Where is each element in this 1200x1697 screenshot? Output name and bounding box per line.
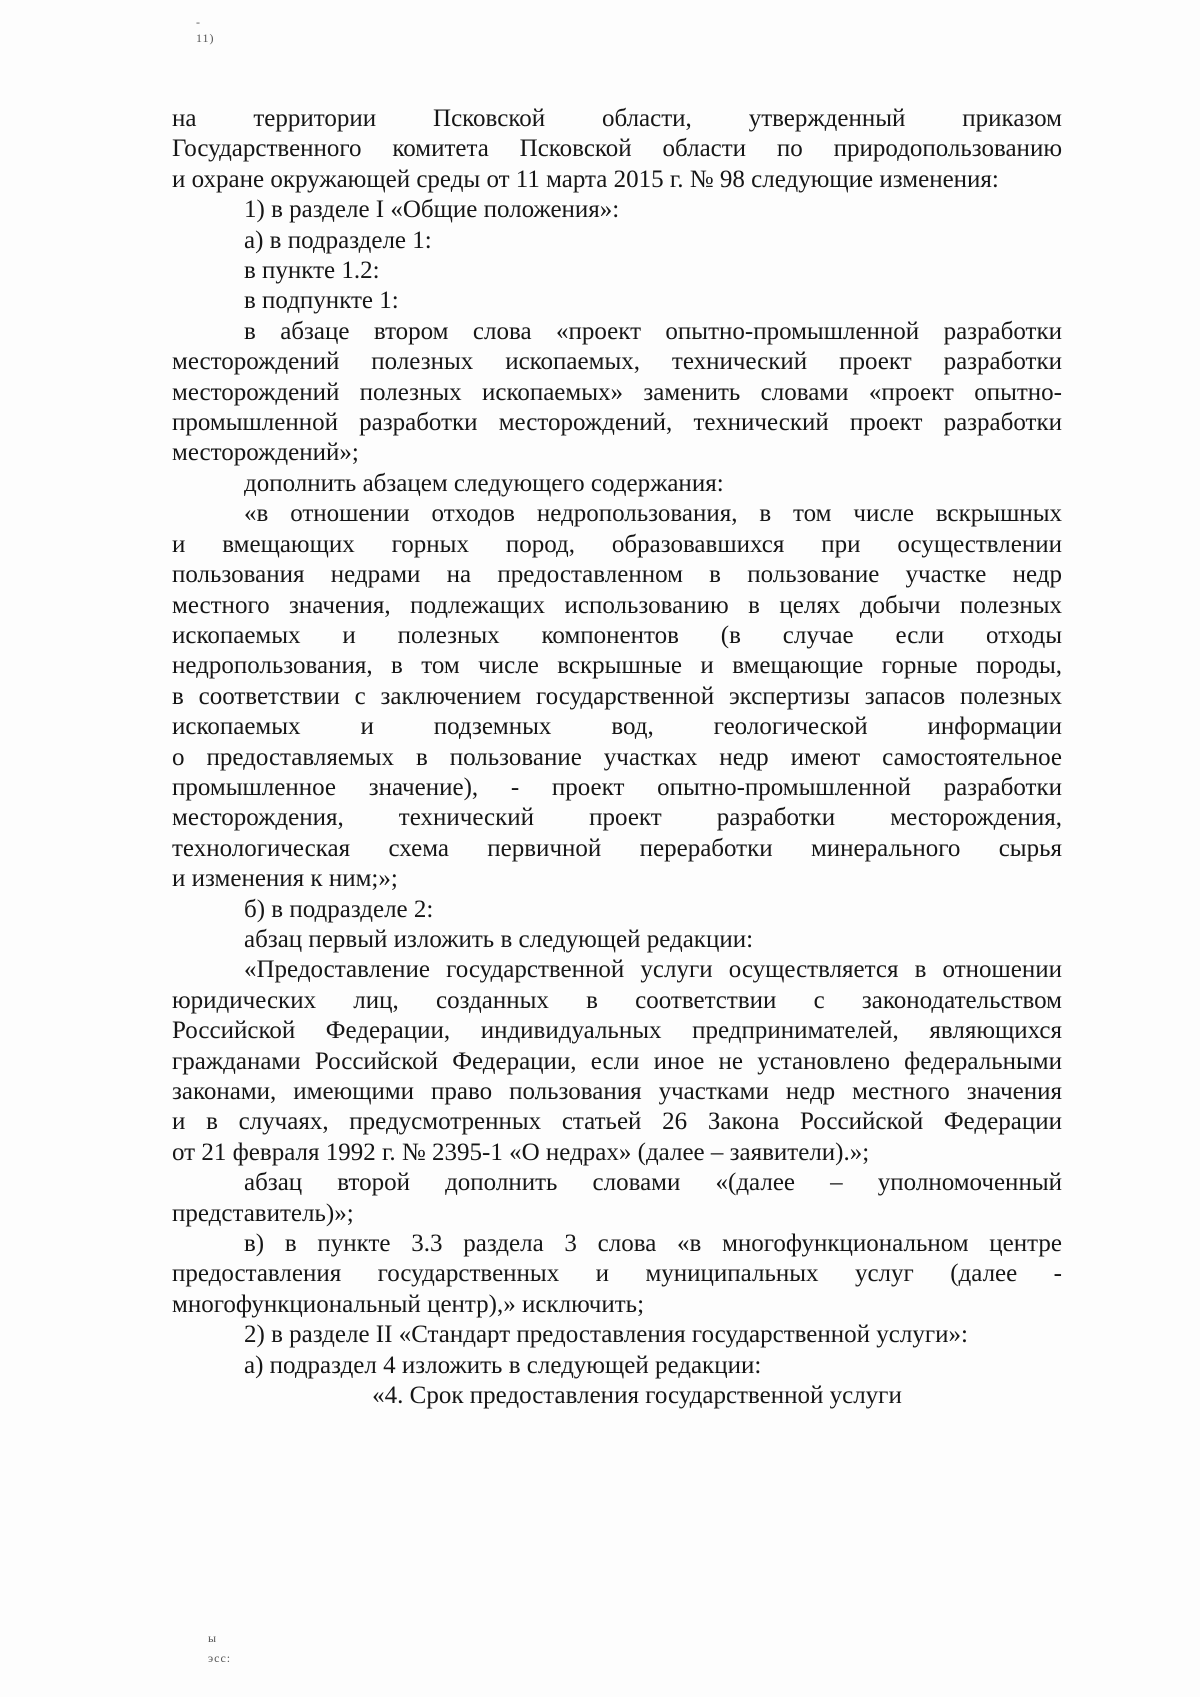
paragraph-line: предоставления государственных и муниципальных услуг (далее - (172, 1260, 1062, 1288)
paragraph-line: технологическая схема первичной переработки минерального сырья (172, 834, 1062, 862)
paragraph-line: на территории Псковской области, утвержденный приказом (172, 105, 1062, 132)
paragraph-item: 2) в разделе II «Стандарт предоставления государственной услуги»: (244, 1321, 968, 1349)
paragraph-line: юридических лиц, созданных в соответствии с законодательством (172, 986, 1062, 1014)
paragraph-line: представитель)»; (172, 1199, 354, 1227)
section-heading: «4. Срок предоставления государственной услуги (372, 1382, 902, 1410)
scan-mark-top-line2: 11) (196, 31, 215, 45)
paragraph-line: Государственного комитета Псковской области по природопользованию (172, 135, 1062, 163)
paragraph-line: в абзаце втором слова «проект опытно-промышленной разработки (244, 317, 1062, 345)
paragraph-line: ископаемых и подземных вод, геологической информации (172, 713, 1062, 741)
paragraph-item: а) в подразделе 1: (244, 226, 432, 254)
paragraph-item: в подпункте 1: (244, 287, 399, 315)
paragraph-line: и охране окружающей среды от 11 марта 2015 г. № 98 следующие изменения: (172, 165, 999, 193)
paragraph-item: а) подраздел 4 изложить в следующей редакции: (244, 1351, 762, 1379)
paragraph-line: от 21 февраля 1992 г. № 2395-1 «О недрах» (далее – заявители).»; (172, 1138, 870, 1166)
paragraph-line: и изменения к ним;»; (172, 865, 398, 893)
paragraph-line: многофункциональный центр),» исключить; (172, 1290, 645, 1318)
paragraph-item: б) в подразделе 2: (244, 895, 434, 923)
paragraph-line: в соответствии с заключением государственной экспертизы запасов полезных (172, 682, 1062, 710)
scan-mark-top-line1: - (196, 15, 201, 29)
paragraph-line: месторождения, технический проект разработки месторождения, (172, 804, 1062, 832)
paragraph-line: месторождений»; (172, 439, 359, 467)
paragraph-item: абзац первый изложить в следующей редакции: (244, 925, 754, 953)
paragraph-line: абзац второй дополнить словами «(далее – уполномоченный (244, 1169, 1062, 1197)
paragraph-line: «Предоставление государственной услуги осуществляется в отношении (244, 956, 1062, 984)
paragraph-line: недропользования, в том числе вскрышные и вмещающие горные породы, (172, 652, 1062, 680)
paragraph-line: законами, имеющими право пользования участками недр местного значения (172, 1078, 1062, 1105)
scan-mark-bottom (208, 1628, 231, 1668)
scan-mark-bottom-line1: ы (208, 1631, 218, 1645)
paragraph-item: 1) в разделе I «Общие положения»: (244, 196, 620, 224)
paragraph-item: дополнить абзацем следующего содержания: (244, 469, 724, 497)
paragraph-line: в) в пункте 3.3 раздела 3 слова «в многофункциональном центре (244, 1230, 1062, 1258)
scan-mark-bottom-line2: эсс: (208, 1651, 232, 1665)
paragraph-line: промышленное значение), - проект опытно-промышленной разработки (172, 773, 1062, 801)
paragraph-line: «в отношении отходов недропользования, в том числе вскрышных (244, 500, 1062, 528)
scan-mark-top (196, 14, 215, 46)
paragraph-line: месторождений полезных ископаемых, технический проект разработки (172, 348, 1062, 376)
paragraph-line: местного значения, подлежащих использованию в целях добычи полезных (172, 591, 1062, 619)
paragraph-line: Российской Федерации, индивидуальных предпринимателей, являющихся (172, 1017, 1062, 1045)
document-body (172, 104, 1062, 1411)
paragraph-line: пользования недрами на предоставленном в пользование участке недр (172, 561, 1062, 589)
paragraph-line: месторождений полезных ископаемых» заменить словами «проект опытно- (172, 378, 1062, 406)
paragraph-line: ископаемых и полезных компонентов (в случае если отходы (172, 621, 1062, 649)
paragraph-line: о предоставляемых в пользование участках недр имеют самостоятельное (172, 743, 1062, 771)
paragraph-line: и вмещающих горных пород, образовавшихся при осуществлении (172, 530, 1062, 558)
paragraph-line: гражданами Российской Федерации, если иное не установлено федеральными (172, 1047, 1062, 1075)
paragraph-line: промышленной разработки месторождений, технический проект разработки (172, 409, 1062, 437)
paragraph-line: и в случаях, предусмотренных статьей 26 Закона Российской Федерации (172, 1108, 1062, 1136)
paragraph-item: в пункте 1.2: (244, 257, 380, 285)
